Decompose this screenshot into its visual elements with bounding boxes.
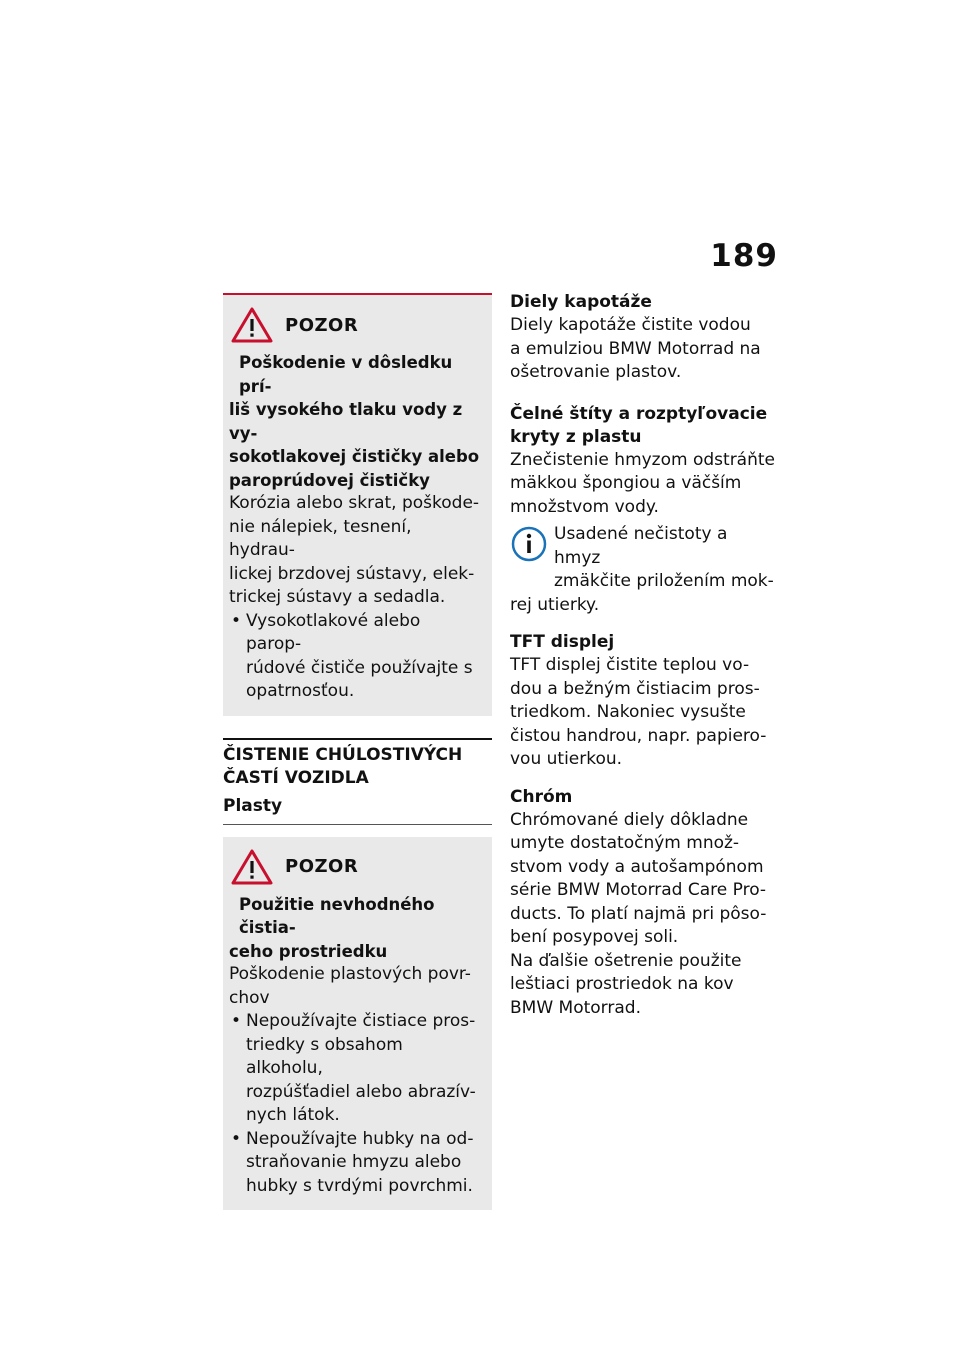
divider	[223, 824, 492, 825]
info-circle-icon	[510, 525, 548, 563]
text-line: BMW Motorrad.	[510, 997, 641, 1018]
warning-header	[229, 849, 480, 885]
text-line: vou utierkou.	[510, 749, 623, 769]
fairing-text	[510, 314, 778, 385]
right-column	[510, 291, 778, 1032]
warning-title-line: liš vysokého tlaku vody z vy-	[229, 400, 463, 443]
warning-label: POZOR	[285, 856, 359, 877]
heading-line: kryty z plastu	[510, 426, 642, 447]
warning-body	[229, 963, 480, 1010]
warning-title-line: sokotlakovej čističky alebo	[229, 447, 480, 466]
section-title-line: ČASTÍ VOZIDLA	[223, 767, 369, 788]
section-title	[223, 738, 492, 790]
bullet-line: rúdové čističe používajte s	[246, 657, 473, 678]
shields-text	[510, 449, 778, 520]
bullet-line: rozpúšťadiel alebo abrazív-	[246, 1081, 476, 1102]
text-line: Na ďalšie ošetrenie použite	[510, 950, 742, 971]
text-line: ošetrovanie plastov.	[510, 362, 682, 382]
bullet-item	[229, 1010, 480, 1128]
text-line: bení posypovej soli.	[510, 927, 679, 947]
bullet-item	[229, 610, 480, 704]
text-line: Znečistenie hmyzom odstráňte	[510, 449, 775, 470]
tft-text	[510, 654, 778, 772]
text-line: dou a bežným čistiacim pros-	[510, 678, 760, 699]
warning-triangle-icon	[231, 307, 273, 343]
heading-line: Čelné štíty a rozptyľovacie	[510, 403, 768, 424]
fairing-section	[510, 291, 778, 385]
fairing-heading: Diely kapotáže	[510, 292, 652, 312]
warning-box-high-pressure	[223, 293, 492, 716]
info-note	[510, 523, 778, 617]
bullet-line: • Nepoužívajte hubky na od-	[246, 1128, 474, 1149]
text-line: Usadené nečistoty a hmyz	[554, 524, 728, 568]
text-line: ducts. To platí najmä pri pôso-	[510, 903, 767, 924]
warning-label: POZOR	[285, 314, 359, 336]
shields-section	[510, 403, 778, 618]
text-line: rej utierky.	[510, 594, 600, 615]
bullet-line: hubky s tvrdými povrchmi.	[246, 1175, 473, 1196]
text-line: mäkkou špongiou a väčším	[510, 473, 742, 493]
text-line: množstvom vody.	[510, 496, 659, 517]
warning-bullet-list	[229, 1010, 480, 1198]
warning-body-line: nie nálepiek, tesnení, hydrau-	[229, 516, 412, 560]
text-line: a emulziou BMW Motorrad na	[510, 338, 761, 359]
text-line: leštiaci prostriedok na kov	[510, 974, 734, 994]
chrome-text	[510, 809, 778, 1021]
warning-body-line: lickej brzdovej sústavy, elek-	[229, 563, 475, 584]
bullet-line: • Nepoužívajte čistiace pros-	[246, 1011, 476, 1031]
info-first-lines	[554, 523, 778, 594]
text-line: zmäkčite priložením mok-	[554, 571, 774, 591]
subheading-plastics: Plasty	[223, 795, 283, 816]
warning-title	[229, 351, 480, 492]
warning-triangle-icon	[231, 849, 273, 885]
bullet-item	[229, 1128, 480, 1199]
section-title-line: ČISTENIE CHÚLOSTIVÝCH	[223, 744, 463, 765]
text-line: série BMW Motorrad Care Pro-	[510, 880, 767, 900]
warning-title-line: Poškodenie v dôsledku prí-	[239, 353, 453, 396]
shields-heading	[510, 403, 778, 449]
bullet-line: nych látok.	[246, 1105, 340, 1125]
warning-title	[229, 893, 480, 964]
warning-body-line: Korózia alebo skrat, poškode-	[229, 493, 480, 513]
warning-body	[229, 492, 480, 610]
bullet-line: opatrnosťou.	[246, 681, 355, 701]
warning-title-line: Použitie nevhodného čistia-	[239, 894, 435, 937]
bullet-line: • Vysokotlakové alebo parop-	[246, 610, 421, 654]
left-column	[223, 293, 492, 1210]
chrome-heading: Chróm	[510, 786, 573, 807]
text-line: umyte dostatočným množ-	[510, 833, 740, 853]
bullet-line: straňovanie hmyzu alebo	[246, 1152, 462, 1172]
warning-header	[229, 307, 480, 343]
text-line: Chrómované diely dôkladne	[510, 809, 749, 830]
bullet-line: triedky s obsahom alkoholu,	[246, 1034, 403, 1078]
warning-box-cleaning-agent	[223, 837, 492, 1211]
text-line: Diely kapotáže čistite vodou	[510, 315, 751, 335]
warning-title-line: ceho prostriedku	[229, 941, 388, 961]
tft-section	[510, 631, 778, 772]
warning-body-line: Poškodenie plastových povr-	[229, 964, 471, 984]
text-line: stvom vody a autošampónom	[510, 856, 764, 877]
warning-body-line: trickej sústavy a sedadla.	[229, 587, 446, 607]
warning-body-line: chov	[229, 987, 270, 1008]
page-number: 189	[710, 238, 778, 274]
warning-title-line: paroprúdovej čističky	[229, 470, 430, 490]
text-line: triedkom. Nakoniec vysušte	[510, 702, 746, 722]
text-line: TFT displej čistite teplou vo-	[510, 655, 750, 675]
chrome-section	[510, 786, 778, 1021]
tft-heading: TFT displej	[510, 632, 615, 652]
text-line: čistou handrou, napr. papiero-	[510, 725, 767, 746]
info-row	[510, 523, 778, 594]
warning-bullet-list	[229, 610, 480, 704]
